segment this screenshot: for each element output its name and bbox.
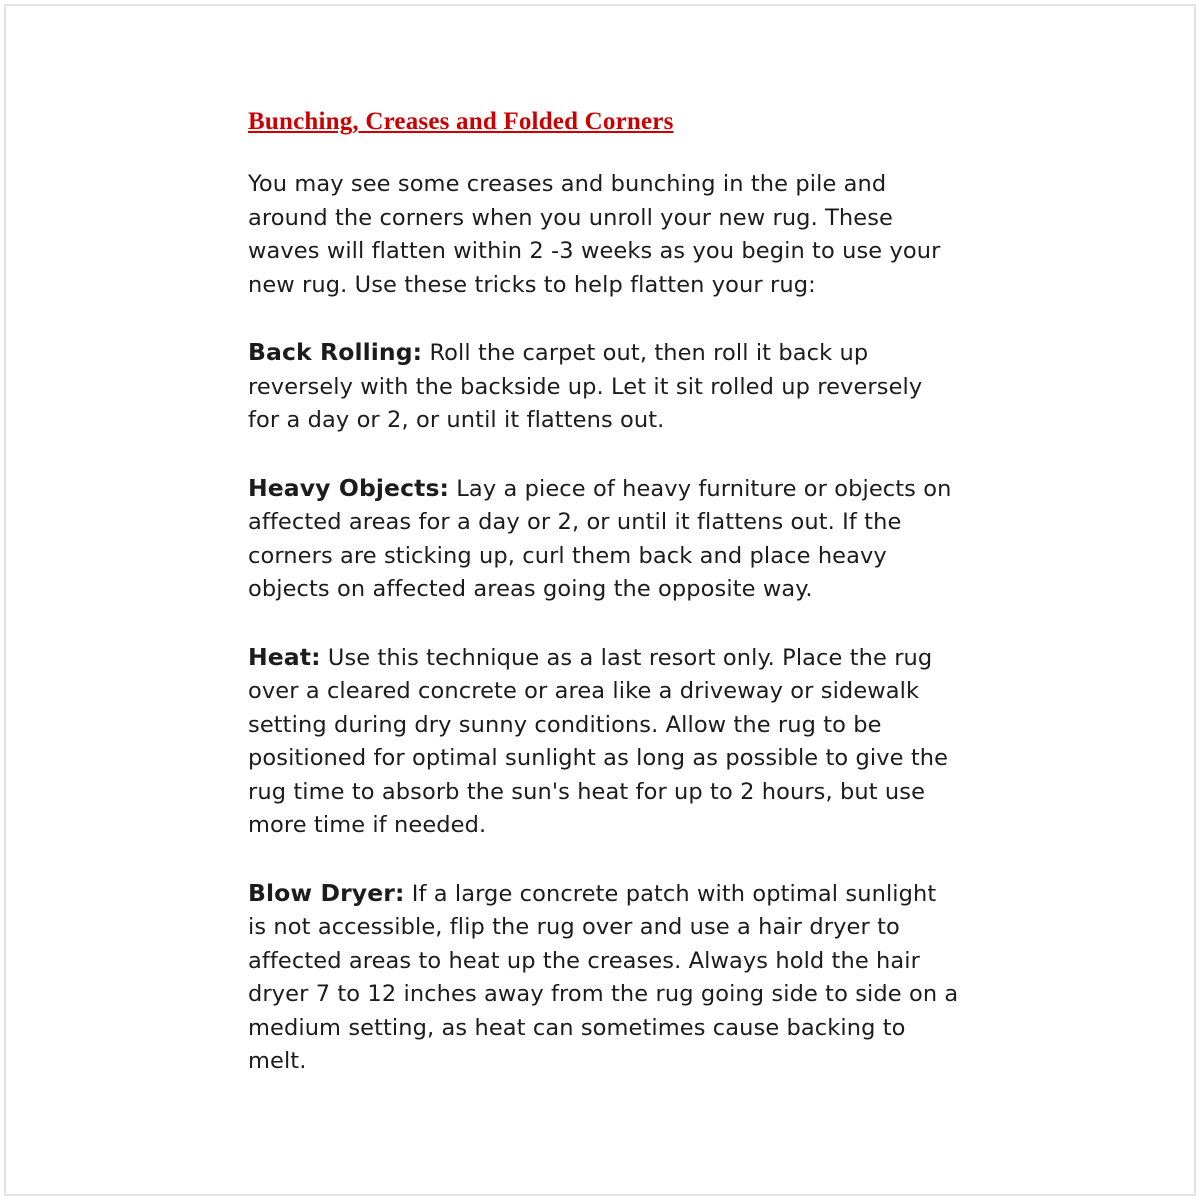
section-label-heat: Heat: — [248, 642, 321, 671]
section-heavy-objects — [248, 472, 960, 607]
intro-paragraph: You may see some creases and bunching in the pile and around the corners when you unroll your new rug. These waves will flatten within 2 -3 weeks as you begin to use your new rug. Use these tricks to help flatten your rug: — [248, 171, 941, 298]
section-back-rolling — [248, 336, 960, 438]
section-text-heavy-objects: Lay a piece of heavy furniture or objects on affected areas for a day or 2, or until it flattens out. If the corners are sticking up, curl them back and place heavy objects on affected areas going the opposite way. — [248, 475, 952, 602]
section-text-heat: Use this technique as a last resort only. Place the rug over a cleared concrete or area like a driveway or sidewalk setting during dry sunny conditions. Allow the rug to be positioned for optimal sunlight as long as possible to give the rug time to absorb the sun's heat for up to 2 hours, but use more time if needed. — [248, 644, 949, 838]
document-heading: Bunching, Creases and Folded Corners — [248, 108, 674, 135]
section-text-blow-dryer: If a large concrete patch with optimal sunlight is not accessible, flip the rug over and use a hair dryer to affected areas to heat up the creases. Always hold the hair dryer 7 to 12 inches away from the rug going side to side on a medium setting, as heat can sometimes cause backing to melt. — [248, 880, 959, 1074]
section-heat — [248, 641, 960, 843]
section-blow-dryer — [248, 877, 960, 1079]
section-label-back-rolling: Back Rolling: — [248, 338, 423, 366]
section-label-blow-dryer: Blow Dryer: — [248, 878, 405, 907]
section-text-back-rolling: Roll the carpet out, then roll it back up reversely with the backside up. Let it sit rolled up reversely for a day or 2, or until it flattens out. — [248, 340, 923, 433]
document-body — [248, 108, 960, 1113]
section-label-heavy-objects: Heavy Objects: — [248, 473, 450, 502]
